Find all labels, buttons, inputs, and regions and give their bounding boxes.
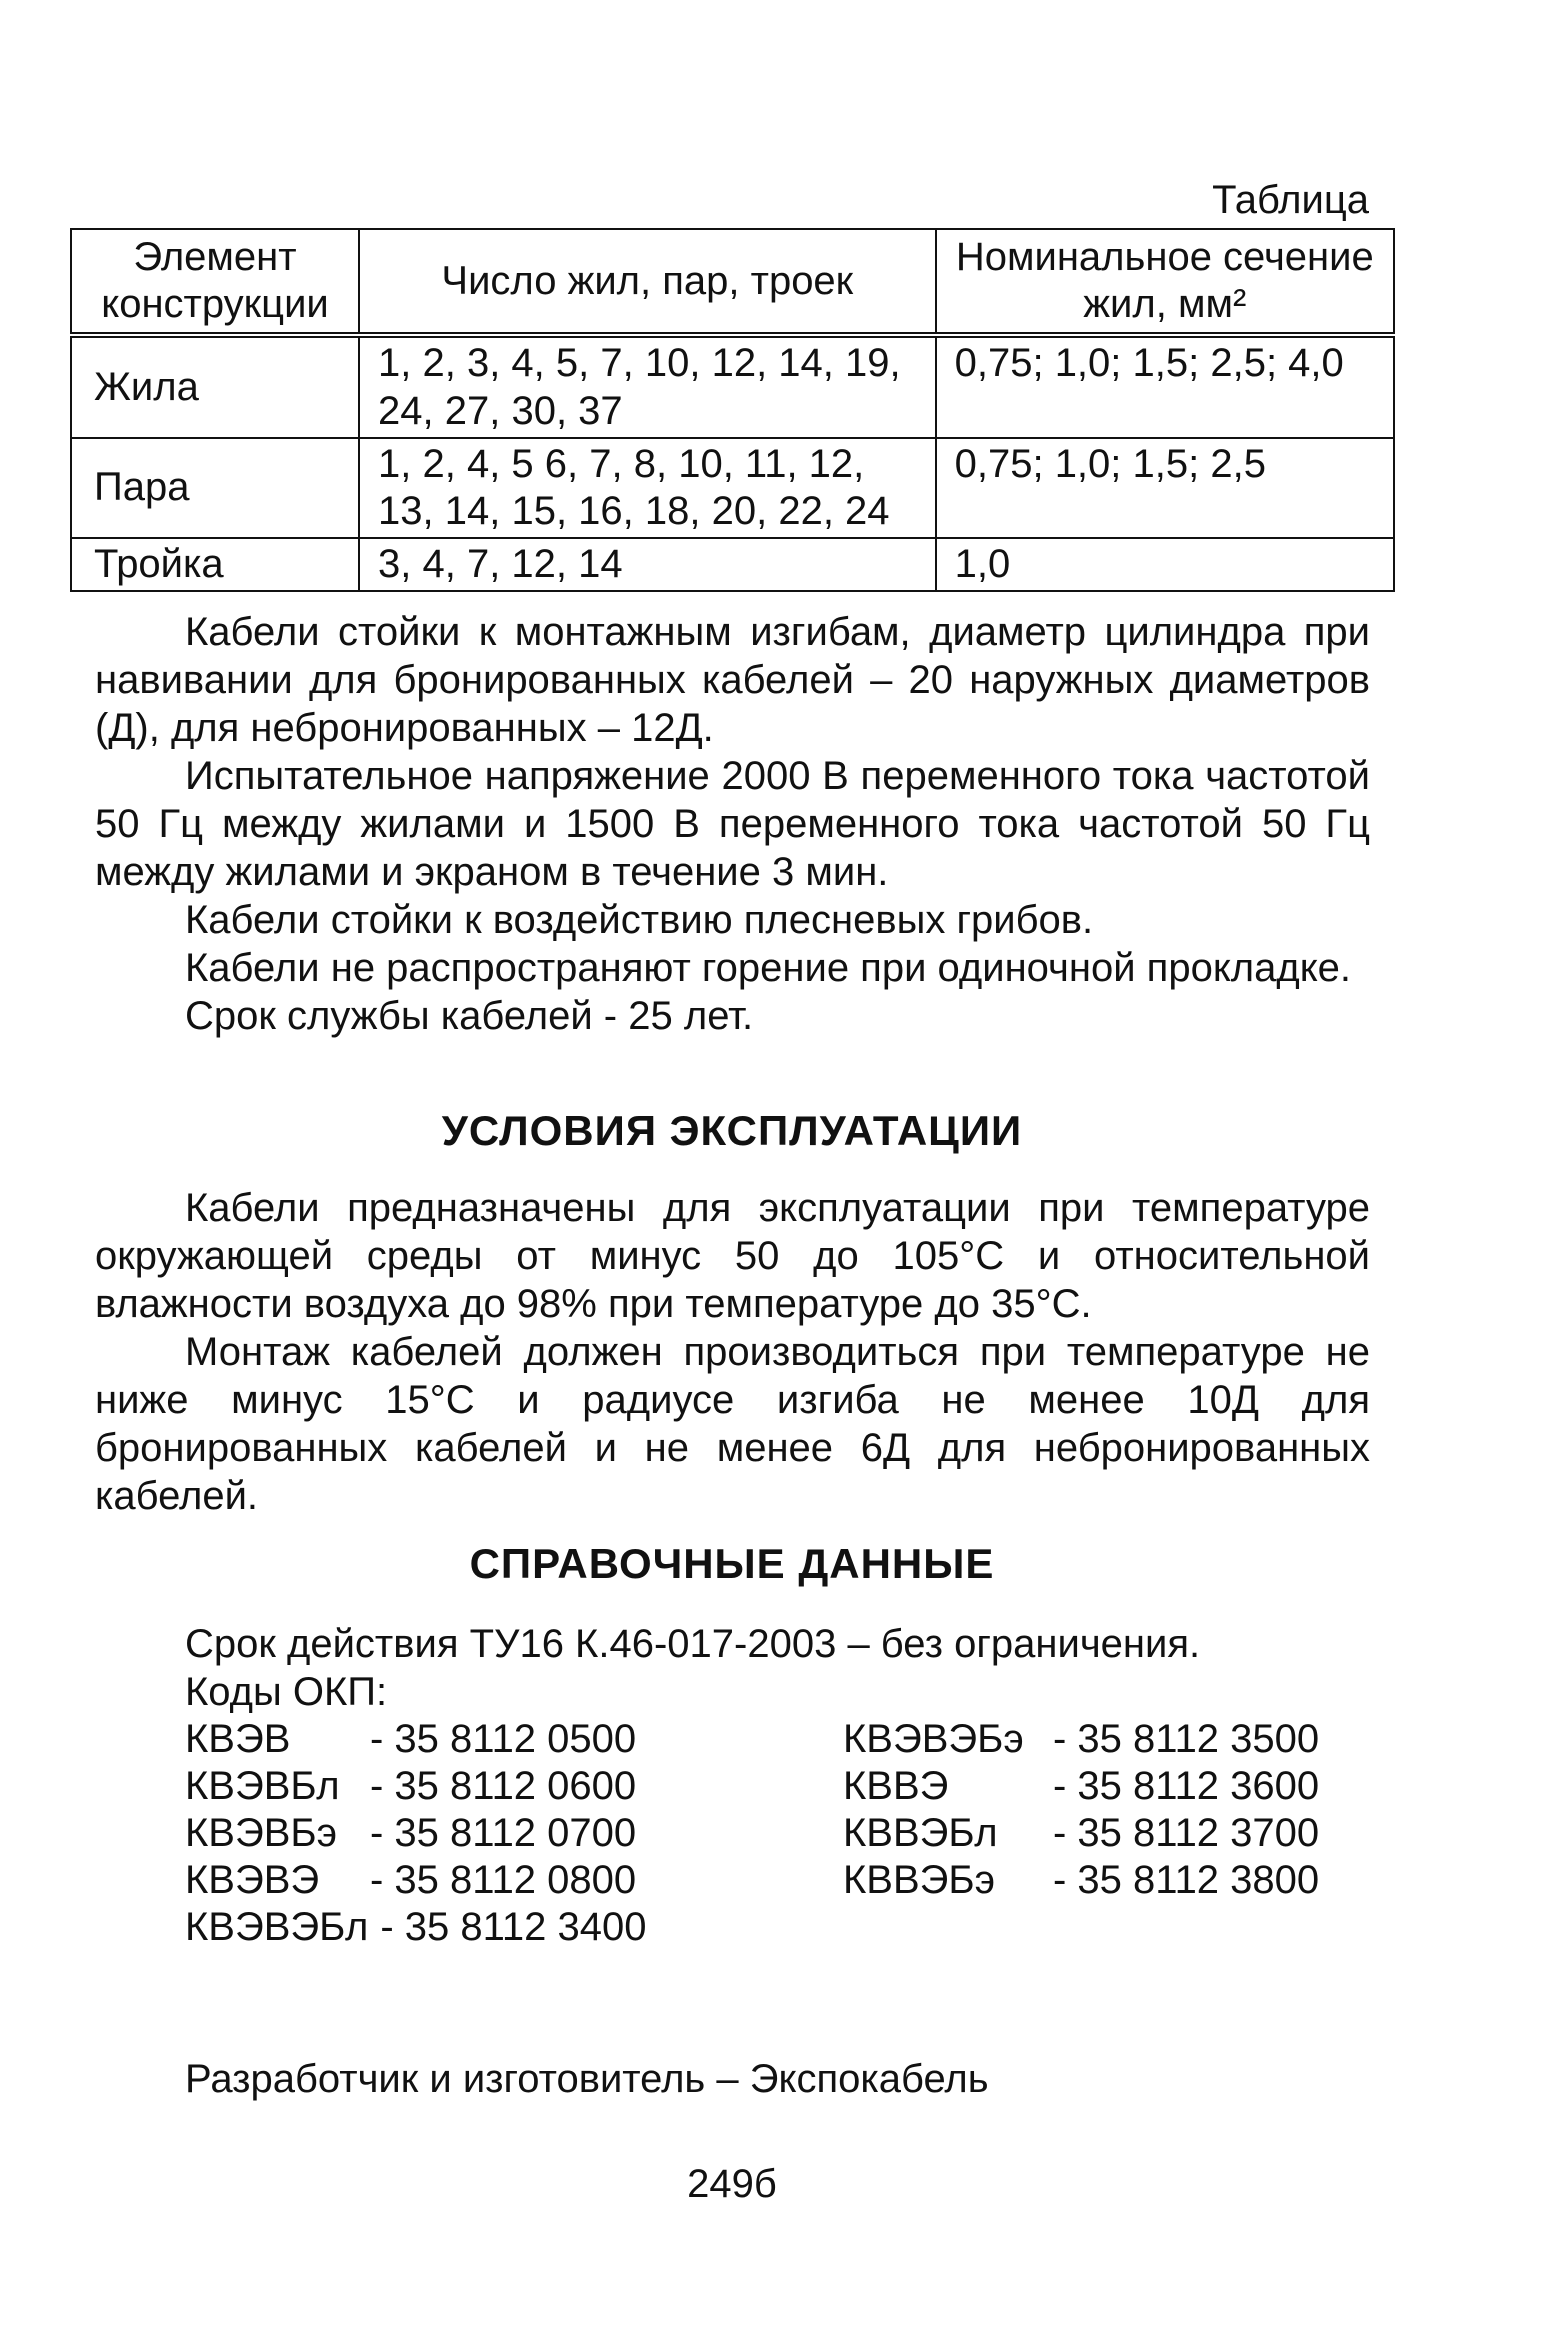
product-name: КВЭВ [185,1717,291,1761]
paragraph: Кабели не распространяют горение при одиночной прокладке. [185,946,1352,990]
page-number: 249б [687,2162,777,2206]
header-element: Элемент конструкции [71,229,359,335]
product-name: КВЭВЭ [185,1858,320,1902]
table-caption: Таблица [1212,178,1369,222]
cable-spec-table [70,228,1395,592]
product-code: - 35 8112 0600 [370,1764,637,1808]
cell-section: 0,75; 1,0; 1,5; 2,5; 4,0 [936,335,1394,437]
product-name: КВЭВБл [185,1764,340,1808]
product-code: - 35 8112 3500 [1053,1717,1320,1761]
cell-count: 1, 2, 4, 5 6, 7, 8, 10, 11, 12, 13, 14, 15, 16, 18, 20, 22, 24 [359,438,936,538]
cell-section: 1,0 [936,538,1394,591]
product-name: КВВЭ [843,1764,949,1808]
cell-section: 0,75; 1,0; 1,5; 2,5 [936,438,1394,538]
section-heading-reference: СПРАВОЧНЫЕ ДАННЫЕ [469,1540,995,1587]
paragraph: Срок службы кабелей - 25 лет. [185,994,754,1038]
cell-count: 1, 2, 3, 4, 5, 7, 10, 12, 14, 19, 24, 27, 30, 37 [359,335,936,437]
product-code: - 35 8112 3400 [380,1905,647,1949]
code-row [185,1857,646,1904]
validity-line: Срок действия ТУ16 К.46-017-2003 – без ограничения. [185,1622,1201,1666]
paragraph: Испытательное напряжение 2000 В переменного тока частотой 50 Гц между жилами и 1500 В переменного тока частотой 50 Гц между жилами и экраном в течение 3 мин. [95,754,1370,894]
operation-text [95,1184,1370,1520]
code-row [843,1716,1319,1763]
product-code: - 35 8112 3800 [1053,1858,1320,1902]
codes-list-right [843,1716,1319,1904]
code-row [843,1810,1319,1857]
product-code: - 35 8112 3700 [1053,1811,1320,1855]
code-row [185,1763,646,1810]
table-row [71,335,1394,437]
cell-element: Жила [71,335,359,437]
product-name: КВВЭБэ [843,1858,996,1902]
product-code: - 35 8112 0800 [370,1858,637,1902]
developer-line: Разработчик и изготовитель – Экспокабель [185,2057,989,2101]
table-header-row [71,229,1394,335]
paragraph: Кабели стойки к монтажным изгибам, диаметр цилиндра при навивании для бронированных кабелей – 20 наружных диаметров (Д), для небронированных – 12Д. [95,610,1370,750]
product-name: КВВЭБл [843,1811,998,1855]
cell-element: Тройка [71,538,359,591]
section-heading-operation: УСЛОВИЯ ЭКСПЛУАТАЦИИ [441,1107,1023,1154]
product-name: КВЭВБэ [185,1811,338,1855]
table-row [71,438,1394,538]
table-row [71,538,1394,591]
product-code: - 35 8112 0700 [370,1811,637,1855]
cell-count: 3, 4, 7, 12, 14 [359,538,936,591]
product-code: - 35 8112 0500 [370,1717,637,1761]
code-row [185,1904,646,1951]
product-name: КВЭВЭБэ [843,1717,1024,1761]
paragraph: Кабели стойки к воздействию плесневых грибов. [185,898,1094,942]
product-name: КВЭВЭБл [185,1905,369,1949]
code-row [843,1857,1319,1904]
header-count: Число жил, пар, троек [359,229,936,335]
paragraph: Кабели предназначены для эксплуатации при температуре окружающей среды от минус 50 до 105°С и относительной влажности воздуха до 98% при температуре до 35°С. [95,1186,1370,1326]
code-row [185,1810,646,1857]
header-section: Номинальное сечение жил, мм² [936,229,1394,335]
body-text [95,608,1370,1040]
cell-element: Пара [71,438,359,538]
codes-label: Коды ОКП: [185,1670,388,1714]
product-code: - 35 8112 3600 [1053,1764,1320,1808]
codes-list-left [185,1716,646,1951]
code-row [843,1763,1319,1810]
code-row [185,1716,646,1763]
paragraph: Монтаж кабелей должен производиться при температуре не ниже минус 15°С и радиусе изгиба не менее 10Д для бронированных кабелей и не менее 6Д для небронированных кабелей. [95,1330,1370,1518]
